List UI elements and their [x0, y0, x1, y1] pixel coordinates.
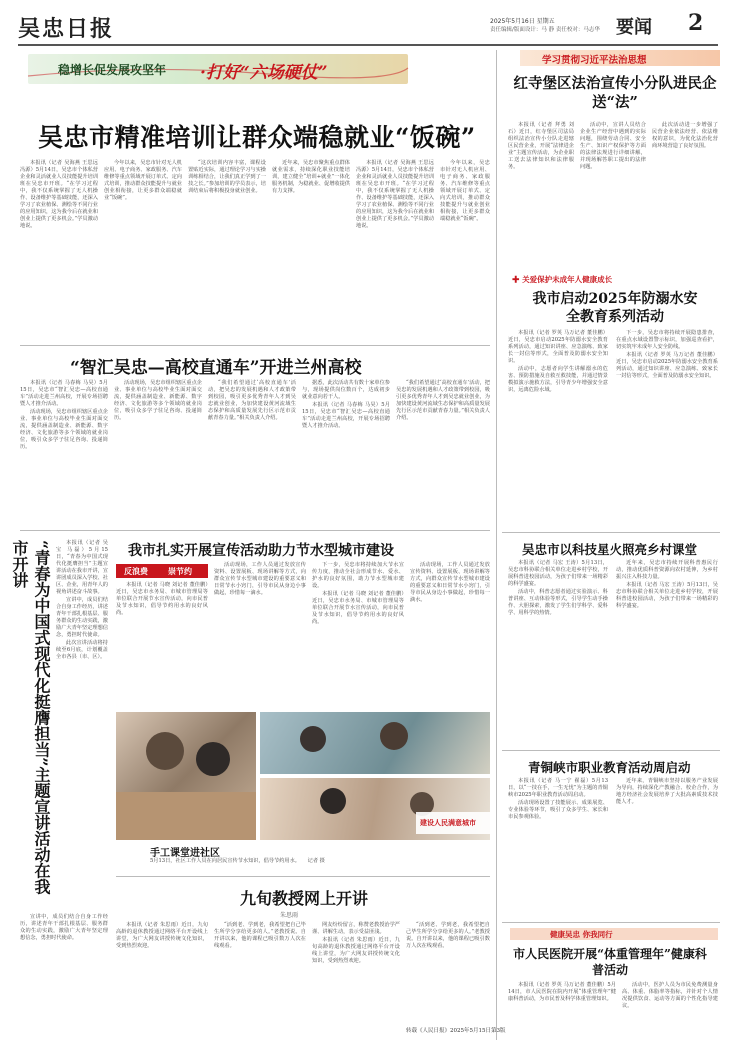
divider	[20, 530, 490, 531]
a9-col-1: 本报讯（记者 朱思雨）近日，九旬高龄的退休教授通过网络平台开设线上讲堂，为广大网友讲授传统文化知识，受到热烈欢迎。	[116, 922, 208, 949]
lead-col-5: 本报讯（记者 吴海燕 王思远 冯源）5月14日，吴忠市个体私营企业和灵活就业人员技能提升培训班在吴忠市开班。“在学习过程中，我不仅系统掌握了无人机操作、设备维护等基础技能，还深入学习了农业植保、测绘等不同行业的应用知识，这为我今后在就业和创业上提供了更多机会。”学员激动地说。	[356, 160, 434, 229]
a10-col-2: 活动中，医护人员为市民免费测量身高、体重、体脂率等指标，并针对个人情况提供饮食、运动等方面的个性化指导建议。	[622, 982, 718, 1009]
lead-col-3: “这次培训内容丰富，课程设置贴近实际，通过理论学习与实操训练相结合，让我们真正学到了一技之长。”参加培训的学员表示，培训结束后将积极投身就业创业。	[188, 160, 266, 194]
a4-kicker-text: 关爱保护未成年人健康成长	[522, 275, 613, 284]
corner-kicker: 建设人民满意城市	[420, 818, 476, 827]
masthead	[18, 8, 718, 44]
a6-col-4: 活动现场，工作人员通过发放宣传资料、设置展板、现场讲解等方式，向群众宣传节水型城市建设的重要意义和日常节水小窍门，引导市民从身边小事做起，珍惜每一滴水。	[410, 562, 490, 603]
lead-col-6: 今年以来，吴忠市针对无人机应用、电子商务、家政服务、汽车维修等重点领域开展订单式、定向式培训，推动群众技能提升与就业创业相衔接，让更多群众端稳就业“饭碗”。	[440, 160, 490, 222]
a4-kicker	[512, 274, 612, 285]
masthead-rule	[18, 44, 718, 46]
right-banner-text: 学习贯彻习近平法治思想	[542, 55, 647, 66]
photo-person	[320, 788, 346, 814]
banner-prefix: 稳增长促发展攻坚年	[58, 63, 167, 77]
a7-headline: 吴忠市以科技星火照亮乡村课堂	[522, 542, 698, 557]
a5-col-2: 宣讲中，成员们结合自身工作经历，讲述青年干部扎根基层、服务群众的生动实践，激励广大青年坚定理想信念，勇担时代使命。	[20, 914, 108, 941]
a6-tag-1: 反浪费	[124, 566, 148, 576]
a8-headline: 青铜峡市职业教育活动周启动	[528, 760, 691, 775]
photo-caption	[150, 858, 490, 872]
date-line: 2025年5月16日 星期五	[490, 18, 555, 25]
a3-col-5: “我们希望通过‘高校直通车’活动，把吴忠的发展机遇和人才政策带到校园，吸引更多优秀青年人才到吴忠就业创业，为加快建设黄河流域生态保护和高质量发展先行区示范市贡献青春力量。”相关负责人介绍。	[396, 380, 490, 421]
paper-name: 吴忠日报	[18, 16, 115, 42]
a4-col-1: 本报讯（记者 罗英 马万记者 董佳鹏）近日，吴忠市启动2025年防溺水安全教育系列活动，通过知识讲座、应急演练、致家长一封信等形式，全面普及防溺水安全知识。 活动中，志愿者向学生讲解溺水的危害、预防措施及自救互救技能，并通过情景模拟演示施救方法，引导青少年增强安全意识，远离危险水域。	[508, 330, 608, 393]
a8-col-1: 本报讯（记者 马一宁 翟磊）5月13日，以“一技在手，一生无忧”为主题的青铜峡市2025年职业教育活动周启动。 活动现场设置了技能展示、成果展览、专业体验等环节，吸引了众多学生、家长和市民参观体验。	[508, 778, 608, 820]
a6-headline: 我市扎实开展宣传活动助力节水型城市建设	[128, 543, 394, 559]
divider	[116, 876, 490, 877]
a7-col-1: 本报讯（记者 马宏 王涛）5月13日，吴忠市科协联合相关单位走进乡村学校，开展科普进校园活动，为孩子们带来一场精彩的科学盛宴。 活动中，科普志愿者通过实验演示、科普讲座、互动体验等形式，引导学生动手操作、大胆探索，激发了学生们学科学、爱科学、用科学的热情。	[508, 560, 608, 616]
topic-banner	[28, 54, 408, 84]
a6-col-1: 本报讯（记者 马晓 刘记者 董佳鹏）近日，吴忠市水务局、市城市管理局等单位联合开展节水宣传活动，向市民普及节水知识，倡导节约用水的良好风尚。	[116, 582, 208, 616]
lead-col-2: 今年以来，吴忠市针对无人机应用、电子商务、家政服务、汽车维修等重点领域开展订单式、定向式培训，推动群众技能提升与就业创业相衔接，让更多群众端稳就业“饭碗”。	[104, 160, 182, 201]
a7-col-2: 近年来，吴忠市持续开展科普惠民行动，推动优质科普资源向农村延伸，为乡村振兴注入科技力量。 本报讯（记者 马宏 王涛）5月13日，吴忠市科协联合相关单位走进乡村学校，开展科普进校园活动，为孩子们带来一场精彩的科学盛宴。	[616, 560, 718, 609]
page-number: 2	[688, 10, 704, 36]
section-name: 要闻	[616, 17, 652, 38]
photo-left	[116, 712, 256, 840]
lead-col-1: 本报讯（记者 吴海燕 王思远 冯源）5月14日，吴忠市个体私营企业和灵活就业人员技能提升培训班在吴忠市开班。“在学习过程中，我不仅系统掌握了无人机操作、设备维护等基础技能，还深入学习了农业植保、测绘等不同行业的应用知识，这为我今后在就业和创业上提供了更多机会。”学员激动地说。	[20, 160, 98, 229]
a9-byline: 朱思雨	[280, 912, 299, 919]
photo-right-top	[260, 712, 490, 774]
a5-headline: “青春为中国式现代化挺膺担当”主题宣讲活动在我市开讲	[10, 540, 51, 895]
a3-col-3: “我们希望通过‘高校直通车’活动，把吴忠的发展机遇和人才政策带到校园，吸引更多优秀青年人才到吴忠就业创业，为加快建设黄河流域生态保护和高质量发展先行区示范市贡献青春力量。”相关负责人介绍。	[208, 380, 296, 421]
photo-caption-text: 5月13日，社区工作人员在向居民宣传节水知识，倡导节约用水。	[150, 858, 300, 864]
a10-headline: 市人民医院开展“体重管理年”健康科普活动	[513, 947, 707, 977]
divider	[20, 345, 490, 346]
a4-col-2: 下一步，吴忠市将持续开展隐患排查，在重点水域设置警示标识，加强巡查看护，切实筑牢未成年人安全防线。 本报讯（记者 罗英 马万记者 董佳鹏）近日，吴忠市启动2025年防溺水安全教育系列活动，通过知识讲座、应急演练、致家长一封信等形式，全面普及防溺水安全知识。	[616, 330, 718, 379]
a3-col-1: 本报讯（记者 马春梅 马昊）5月15日，吴忠市“智汇吴忠—高校直通车”活动走进兰州高校，开展专场招聘暨人才推介活动。 活动现场，吴忠市组织辖区重点企业、事业单位与高校毕业生面对面交流，提供涵盖制造业、新能源、数字经济、文化旅游等多个领域的就业岗位，吸引众多学子驻足咨询、投递简历。	[20, 380, 108, 450]
column-divider	[496, 50, 497, 1040]
a6-tag-box	[116, 564, 208, 578]
photo-table	[116, 792, 256, 840]
divider	[502, 922, 720, 923]
banner-slogan: ·打好“六场硬仗”	[200, 63, 328, 83]
a6-col-3: 下一步，吴忠市将持续加大节水宣传力度，推动全社会形成节水、爱水、护水的良好氛围，助力节水型城市建设。 本报讯（记者 马晓 刘记者 董佳鹏）近日，吴忠市水务局、市城市管理局等单位联合开展节水宣传活动，向市民普及节水知识，倡导节约用水的良好风尚。	[312, 562, 404, 625]
a2-col-3: 此次活动进一步增强了民营企业依法经营、依法维权的意识，为优化法治化营商环境营造了良好氛围。	[652, 122, 718, 149]
a9-headline: 九旬教授网上开讲	[240, 889, 369, 908]
photo-person	[146, 732, 184, 770]
divider	[502, 532, 720, 533]
a4-headline: 我市启动2025年防溺水安全教育系列活动	[532, 291, 698, 325]
a6-tag-2: 崇节约	[168, 566, 192, 576]
photo-person	[196, 742, 230, 776]
lead-col-4: 近年来，吴忠市聚焦重点群体就业需求，持续深化职业技能培训，建立健全“培训+就业”一体化服务机制，为稳就业、促增收提供有力支撑。	[272, 160, 350, 194]
a2-headline: 红寺堡区法治宣传小分队进民企送“法”	[513, 75, 717, 111]
editor-line: 责任编辑/版面设计：马 静 责任校对：马志华	[490, 27, 600, 33]
a10-sub-kicker-text: 健康吴忠 你我同行	[550, 930, 613, 939]
a3-col-2: 活动现场，吴忠市组织辖区重点企业、事业单位与高校毕业生面对面交流，提供涵盖制造业、新能源、数字经济、文化旅游等多个领域的就业岗位，吸引众多学子驻足咨询、投递简历。	[114, 380, 202, 421]
right-banner	[520, 50, 720, 66]
flame-icon: ✚	[512, 275, 520, 284]
a6-col-2: 活动现场，工作人员通过发放宣传资料、设置展板、现场讲解等方式，向群众宣传节水型城市建设的重要意义和日常节水小窍门，引导市民从身边小事做起，珍惜每一滴水。	[214, 562, 306, 596]
a9-col-3: 网友纷纷留言，称赞老教授治学严谨、讲解生动，表示受益匪浅。 本报讯（记者 朱思雨）近日，九旬高龄的退休教授通过网络平台开设线上讲堂，为广大网友讲授传统文化知识，受到热烈欢迎。	[312, 922, 400, 964]
divider	[502, 750, 720, 751]
photo-person	[300, 726, 326, 752]
corner-kicker-box	[416, 812, 490, 834]
a9-col-4: “活到老、学到老，我希望把自己毕生所学分享给更多的人。”老教授说。自开讲以来，他的课程已吸引数万人次在线观看。	[406, 922, 490, 949]
a2-col-1: 本报讯（记者 拜勇 刘石）近日，红寺堡区司法局组织法治宣传小分队走进辖区民营企业，开展“法律进企业”主题宣传活动，为企业职工送去法律知识和法律服务。	[508, 122, 574, 170]
a5-col-1: 本报讯（记者 吴宝 马磊）5月15日，“青春为中国式现代化挺膺担当”主题宣讲活动在我市开讲，宣讲团成员深入学校、社区、企业，用青年人的视角讲述奋斗故事。 宣讲中，成员们结合自身工作经历，讲述青年干部扎根基层、服务群众的生动实践，激励广大青年坚定理想信念，勇担时代使命。 此次宣讲活动将持续至6月底，计划覆盖全市各县（市、区）。	[56, 540, 108, 660]
a9-col-2: “活到老、学到老，我希望把自己毕生所学分享给更多的人。”老教授说。自开讲以来，他的课程已吸引数万人次在线观看。	[214, 922, 306, 949]
photo-credit: 记者 摄	[307, 858, 325, 864]
photo-collage	[116, 712, 490, 840]
photo-title: 手工课堂进社区	[150, 848, 220, 859]
lead-headline: 吴忠市精准培训让群众端稳就业“饭碗”	[38, 123, 476, 152]
a10-col-1: 本报讯（记者 罗英 马万记者 董佳鹏）5月14日，市人民医院在院内开展“体重管理年”健康科普活动，为市民普及科学体重管理知识。	[508, 982, 616, 1002]
a3-col-4: 据悉，此次活动共有数十家单位参与，现场提供岗位数百个，达成初步就业意向若干人。 本报讯（记者 马春梅 马昊）5月15日，吴忠市“智汇吴忠—高校直通车”活动走进兰州高校，开展专场招聘暨人才推介活动。	[302, 380, 390, 429]
a3-headline: “智汇吴忠—高校直通车”开进兰州高校	[70, 358, 362, 378]
photo-person	[380, 722, 408, 750]
a2-col-2: 活动中，宣讲人员结合企业生产经营中遇到的实际问题，围绕劳动合同、安全生产、知识产权保护等方面的法律法规进行详细讲解，并现场解答职工提出的法律问题。	[580, 122, 646, 170]
a10-sub-kicker	[510, 928, 718, 940]
a8-col-2: 近年来，青铜峡市坚持以服务产业发展为导向，持续深化产教融合、校企合作，为地方经济社会发展培养了大批高素质技术技能人才。	[616, 778, 718, 805]
a10-footer: 转载《人民日报》2025年5月15日第3版	[406, 1028, 506, 1034]
